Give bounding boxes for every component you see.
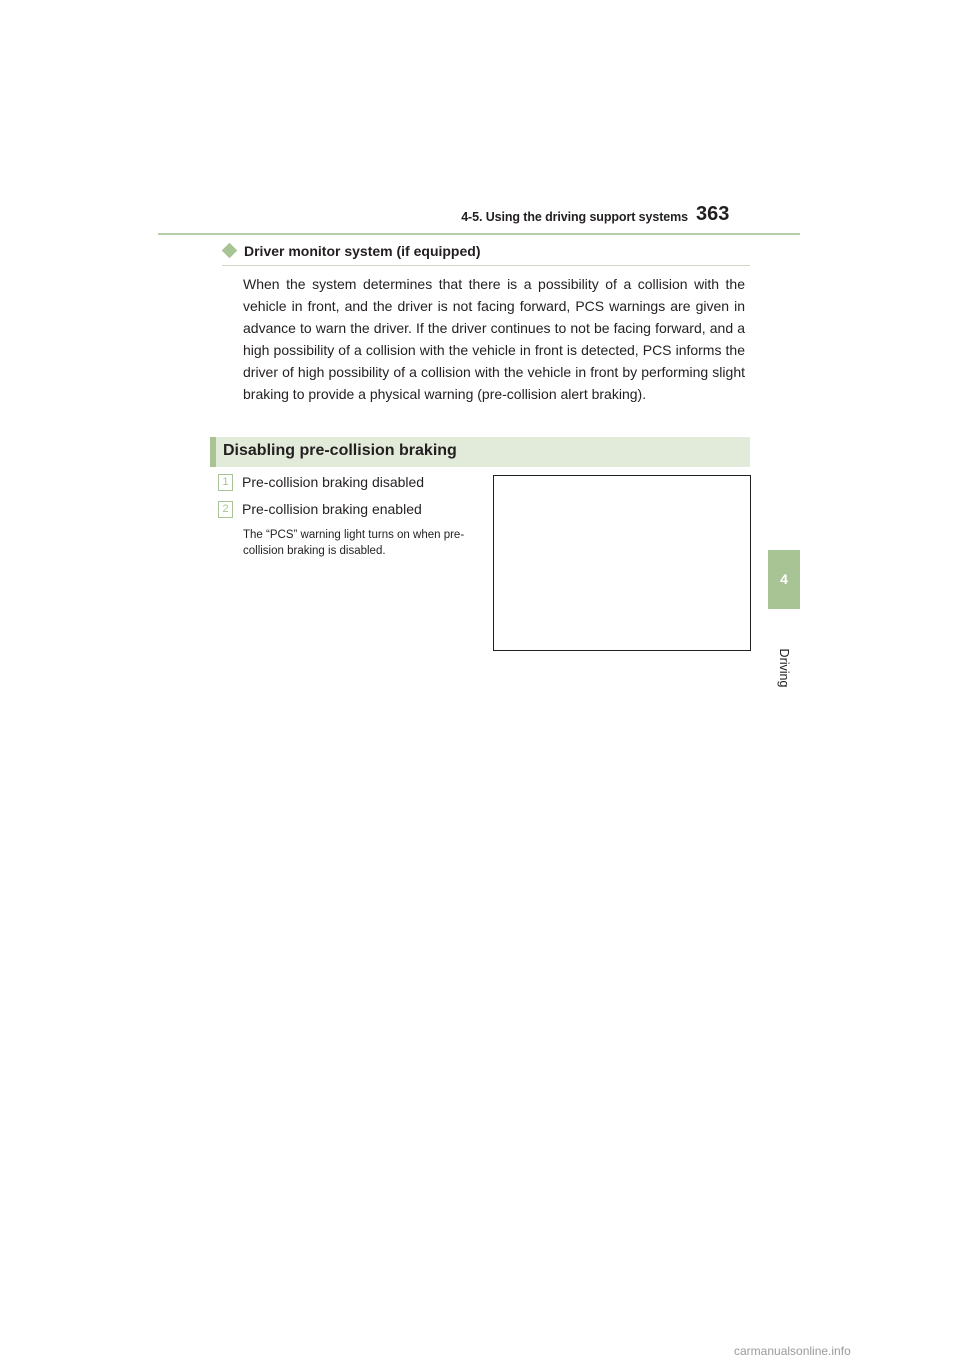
list-item-label: Pre-collision braking enabled [242,501,422,517]
chapter-label: Driving [777,648,791,688]
number-badge-icon: 1 [218,474,233,491]
illustration-placeholder [493,475,751,651]
running-header-title: 4-5. Using the driving support systems [461,210,688,224]
subsection-divider [222,265,750,266]
number-badge-icon: 2 [218,501,233,518]
page-number: 363 [696,203,730,225]
section-title: Disabling pre-collision braking [223,442,457,459]
subsection-heading [222,243,480,259]
chapter-tab [768,550,800,609]
section-header [210,437,750,467]
header-divider [158,233,800,235]
watermark: carmanualsonline.info [734,1344,851,1358]
section-accent-bar [210,437,216,467]
chapter-number: 4 [780,571,788,587]
subsection-title: Driver monitor system (if equipped) [244,243,481,259]
diamond-bullet-icon [222,243,238,259]
subsection-paragraph: When the system determines that there is a possibility of a collision with the vehicle in front, and the driver is not facing forward, PCS warnings are given in advance to warn the driver. If the driver continues to not be facing forward, and a high possibility of a collision with the vehicle in front is detected, PCS informs the driver of high possibility of a collision with the vehicle in front by performing slight braking to provide a physical warning (pre-collision alert braking). [243,276,745,402]
list-item-label: Pre-collision braking disabled [242,474,425,490]
note-text: The “PCS” warning light turns on when pre-collision braking is disabled. [243,529,465,557]
chapter-label-container [771,638,797,698]
